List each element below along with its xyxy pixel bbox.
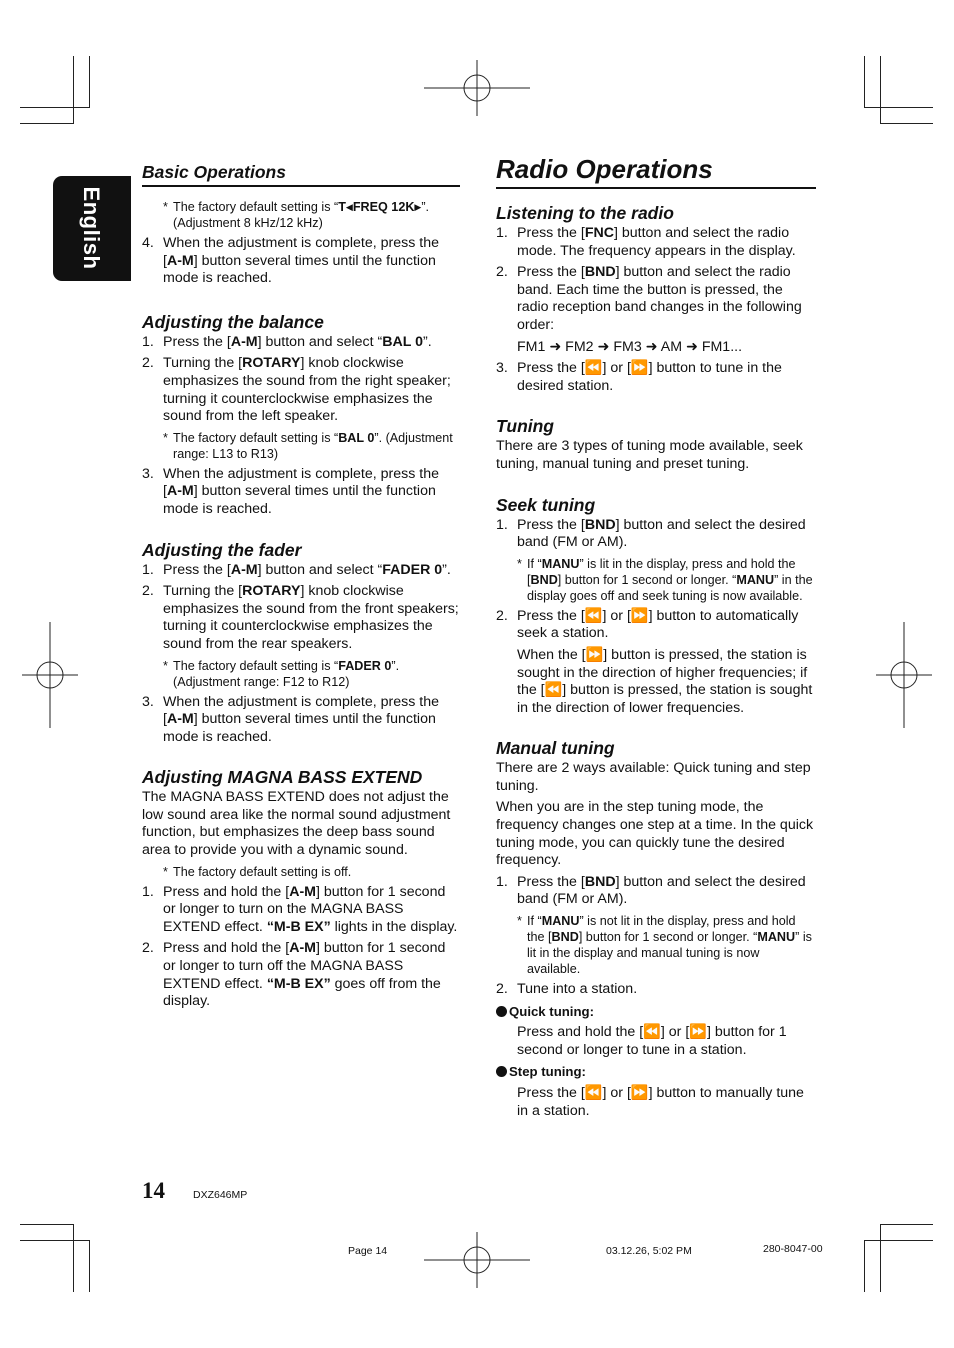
seek-up-icon: ⏩ xyxy=(630,607,649,624)
manu-note: * If “MANU” is lit in the display, press and hold the [BND] button for 1 second or longer. “MANU” in the display goes off and seek tuning is now available. xyxy=(517,556,813,603)
arrow-right-icon: ➜ xyxy=(549,338,562,355)
step-item: 2. Press the [BND] button and select the radio band. Each time the button is pressed, the radio reception band changes in the following order: xyxy=(496,264,802,333)
page-title: Radio Operations xyxy=(496,154,816,189)
crop-mark xyxy=(89,1240,90,1292)
step-item: 1. Press the [A-M] button and select “FADER 0”. xyxy=(142,561,451,578)
arrow-right-icon: ➜ xyxy=(645,338,658,355)
model-number: DXZ646MP xyxy=(193,1189,248,1201)
crop-mark xyxy=(89,56,90,108)
manual-heading: Manual tuning xyxy=(496,738,615,759)
asterisk-icon: * xyxy=(163,658,168,673)
step-item: 1. Press the [FNC] button and select the radio mode. The frequency appears in the display. xyxy=(496,225,796,259)
manu-note: * If “MANU” is not lit in the display, press and hold the [BND] button for 1 second or longer. “MANU” is lit in the display and manual tuning is now available. xyxy=(517,914,812,977)
asterisk-icon: * xyxy=(517,914,522,929)
asterisk-icon: * xyxy=(163,864,168,879)
crop-mark xyxy=(880,123,933,124)
fader-heading: Adjusting the fader xyxy=(142,539,302,560)
balance-heading: Adjusting the balance xyxy=(142,311,324,332)
step-item: 1. Press the [BND] button and select the desired band (FM or AM). xyxy=(496,873,806,908)
step-item: 2. Tune into a station. xyxy=(496,981,638,998)
factory-note: * The factory default setting is “T◀FREQ 12K▶”. (Adjustment 8 kHz/12 kHz) xyxy=(163,200,430,230)
magna-body: The MAGNA BASS EXTEND does not adjust the low sound area like the normal sound adjustment function, but emphasizes the deep bass sound area to provide you with a dynamic sound. xyxy=(142,789,451,859)
factory-note: * The factory default setting is “FADER 0”. (Adjustment range: F12 to R12) xyxy=(163,658,400,689)
seek-down-icon: ⏪ xyxy=(584,1085,603,1101)
tuning-heading: Tuning xyxy=(496,416,554,437)
step-item: 4. When the adjustment is complete, press the [A-M] button several times until the function mode is reached. xyxy=(142,235,440,287)
seek-down-icon: ⏪ xyxy=(544,682,563,699)
crop-mark xyxy=(864,1240,865,1292)
manual-body-1: There are 2 ways available: Quick tuning and step tuning. xyxy=(496,760,811,794)
seek-up-icon: ⏩ xyxy=(630,360,649,377)
arrow-right-icon: ➜ xyxy=(685,338,698,355)
step-item: 1. Press the [BND] button and select the desired band (FM or AM). xyxy=(496,516,806,551)
magna-heading: Adjusting MAGNA BASS EXTEND xyxy=(142,767,423,788)
bullet-icon xyxy=(496,1066,507,1077)
timestamp: 03.12.26, 5:02 PM xyxy=(606,1245,692,1257)
band-order: FM1 ➜ FM2 ➜ FM3 ➜ AM ➜ FM1... xyxy=(517,338,743,355)
asterisk-icon: * xyxy=(163,200,168,214)
quick-tuning-text: Press and hold the [⏪] or [⏩] button for 1 second or longer to tune in a station. xyxy=(517,1024,787,1058)
listening-heading: Listening to the radio xyxy=(496,203,674,223)
registration-mark-bottom xyxy=(424,1232,530,1288)
factory-note: * The factory default setting is “BAL 0”. (Adjustment range: L13 to R13) xyxy=(163,430,453,461)
language-tab-label: English xyxy=(79,186,104,270)
tuning-body: There are 3 types of tuning mode available, seek tuning, manual tuning and preset tuning. xyxy=(496,438,803,472)
crop-mark xyxy=(20,1240,90,1241)
step-item: 2. Turning the [ROTARY] knob clockwise emphasizes the sound from the right speaker; turning it counterclockwise emphasizes the sound from the left speaker. xyxy=(142,355,451,425)
seek-down-icon: ⏪ xyxy=(584,360,603,377)
step-item: 1. Press and hold the [A-M] button for 1 second or longer to turn on the MAGNA BASS EXTEND effect. “M-B EX” lights in the display. xyxy=(142,883,458,935)
step-tuning-label: Step tuning: xyxy=(496,1063,816,1081)
factory-note: * The factory default setting is off. xyxy=(163,864,352,879)
step-item: 3. When the adjustment is complete, press the [A-M] button several times until the function mode is reached. xyxy=(142,693,440,745)
crop-mark xyxy=(864,56,865,108)
section-title: Basic Operations xyxy=(142,162,286,182)
crop-mark xyxy=(864,1240,933,1241)
part-number: 280-8047-00 xyxy=(763,1243,823,1255)
page-label: Page 14 xyxy=(348,1245,388,1257)
step-item: 3. When the adjustment is complete, press the [A-M] button several times until the function mode is reached. xyxy=(142,465,440,517)
triangle-left-icon: ◀ xyxy=(345,202,353,212)
language-tab xyxy=(53,176,131,281)
manual-body-2: When you are in the step tuning mode, the frequency changes one step at a time. In the quick tuning mode, you can quickly tune the desired frequency. xyxy=(496,799,814,869)
step-item: 2. Press the [⏪] or [⏩] button to automatically seek a station. xyxy=(496,607,799,642)
seek-down-icon: ⏪ xyxy=(643,1024,661,1041)
step-item: 1. Press the [A-M] button and select “BAL 0”. xyxy=(142,333,432,350)
triangle-right-icon: ▶ xyxy=(414,202,422,212)
seek-up-icon: ⏩ xyxy=(585,646,604,663)
arrow-right-icon: ➜ xyxy=(597,338,610,355)
asterisk-icon: * xyxy=(517,556,522,571)
step-item: 2. Press and hold the [A-M] button for 1 second or longer to turn off the MAGNA BASS EXTEND effect. “M-B EX” goes off from the display. xyxy=(142,940,446,1010)
seek-direction-para: When the [⏩] button is pressed, the station is sought in the direction of higher frequencies; if the [⏪] button is pressed, the station is sought in the direction of lower frequencies. xyxy=(517,646,813,716)
step-item: 3. Press the [⏪] or [⏩] button to tune in the desired station. xyxy=(496,360,782,394)
left-column xyxy=(142,162,460,1015)
registration-mark-top xyxy=(424,60,530,116)
asterisk-icon: * xyxy=(163,430,168,445)
step-tuning-text: Press the [⏪] or [⏩] button to manually tune in a station. xyxy=(517,1085,804,1119)
crop-mark xyxy=(880,1224,881,1292)
seek-up-icon: ⏩ xyxy=(630,1085,649,1101)
section-header xyxy=(142,162,460,187)
bullet-icon xyxy=(496,1006,507,1017)
seek-up-icon: ⏩ xyxy=(689,1024,707,1041)
crop-mark xyxy=(73,56,74,124)
seek-down-icon: ⏪ xyxy=(584,607,603,624)
crop-mark xyxy=(880,56,881,124)
crop-mark xyxy=(20,107,90,108)
crop-mark xyxy=(73,1224,74,1292)
seek-heading: Seek tuning xyxy=(496,494,596,515)
right-column xyxy=(496,154,816,1124)
crop-mark xyxy=(880,1224,933,1225)
page-number: 14 xyxy=(142,1178,165,1203)
crop-mark xyxy=(20,123,73,124)
quick-tuning-label: Quick tuning: xyxy=(496,1003,816,1021)
crop-mark xyxy=(864,107,933,108)
registration-mark-right xyxy=(876,622,932,728)
registration-mark-left xyxy=(22,622,78,728)
crop-mark xyxy=(20,1224,73,1225)
step-item: 2. Turning the [ROTARY] knob clockwise emphasizes the sound from the front speakers; turning it counterclockwise emphasizes the sound from the rear speakers. xyxy=(142,583,459,652)
